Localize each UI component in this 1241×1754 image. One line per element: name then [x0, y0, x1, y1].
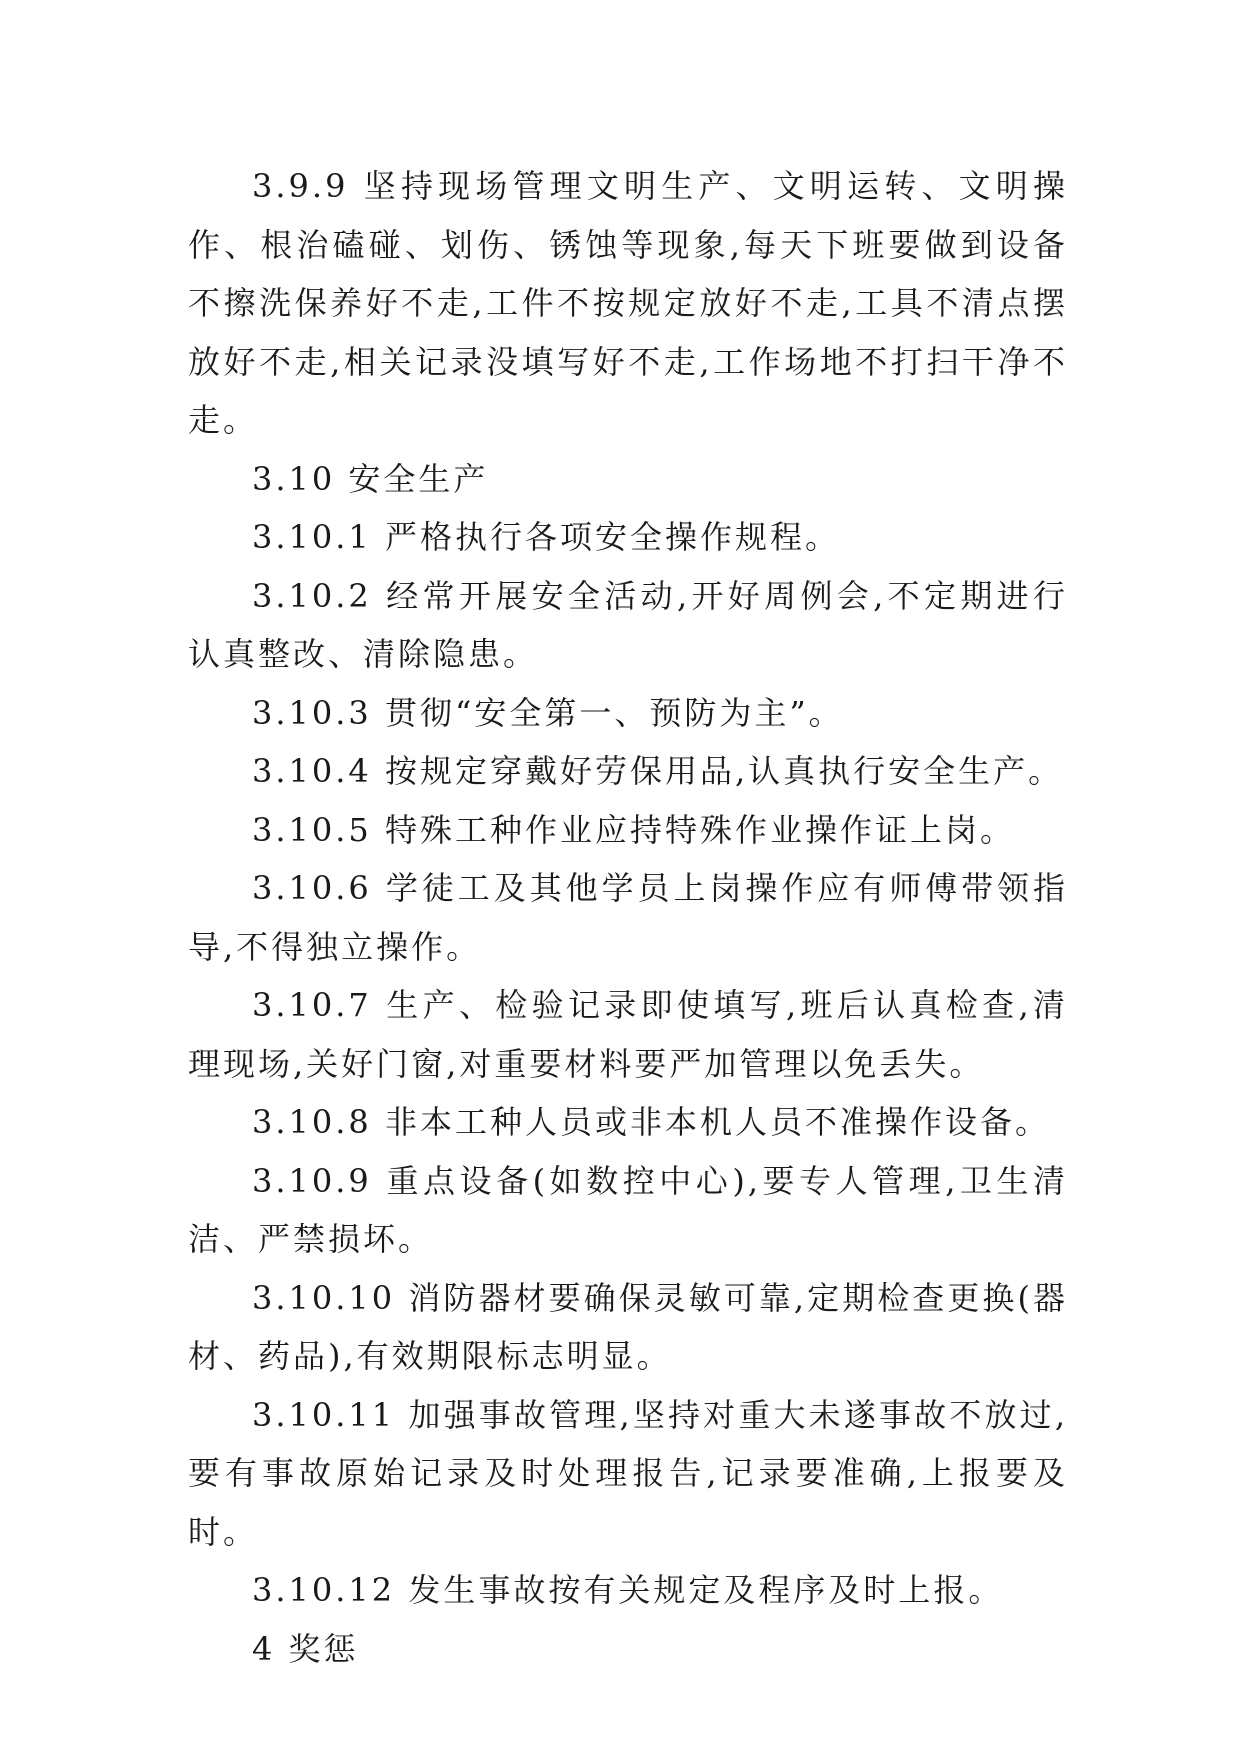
paragraph-3-9-9: 3.9.9 坚持现场管理文明生产、文明运转、文明操作、根治磕碰、划伤、锈蚀等现象,每天下班要做到设备不擦洗保养好不走,工件不按规定放好不走,工具不清点摆放好不走,相关记录没填写好不走,工作场地不打扫干净不走。	[188, 167, 1068, 439]
paragraph-3-10-4: 3.10.4 按规定穿戴好劳保用品,认真执行安全生产。	[252, 752, 1064, 790]
paragraph-3-10-9: 3.10.9 重点设备(如数控中心),要专人管理,卫生清洁、严禁损坏。	[188, 1161, 1068, 1258]
paragraph-3-10-10: 3.10.10 消防器材要确保灵敏可靠,定期检查更换(器材、药品),有效期限标志明显。	[188, 1278, 1068, 1375]
paragraph-3-10-3: 3.10.3 贯彻“安全第一、预防为主”。	[252, 693, 844, 732]
paragraph-3-10-12: 3.10.12 发生事故按有关规定及程序及时上报。	[252, 1571, 1004, 1609]
paragraph-3-10-1: 3.10.1 严格执行各项安全操作规程。	[252, 518, 840, 556]
document-body	[188, 157, 1068, 1678]
paragraph-3-10-6: 3.10.6 学徒工及其他学员上岗操作应有师傅带领指导,不得独立操作。	[188, 869, 1068, 966]
section-heading-4: 4 奖惩	[252, 1629, 359, 1668]
paragraph-3-10-8: 3.10.8 非本工种人员或非本机人员不准操作设备。	[252, 1103, 1050, 1141]
paragraph-3-10-5: 3.10.5 特殊工种作业应持特殊作业操作证上岗。	[252, 810, 1015, 849]
section-heading-3-10: 3.10 安全生产	[252, 459, 489, 498]
paragraph-3-10-7: 3.10.7 生产、检验记录即使填写,班后认真检查,清理现场,关好门窗,对重要材料要严加管理以免丢失。	[188, 986, 1068, 1083]
paragraph-3-10-11: 3.10.11 加强事故管理,坚持对重大未遂事故不放过,要有事故原始记录及时处理报告,记录要准确,上报要及时。	[188, 1395, 1068, 1551]
paragraph-3-10-2: 3.10.2 经常开展安全活动,开好周例会,不定期进行认真整改、清除隐患。	[188, 576, 1068, 673]
